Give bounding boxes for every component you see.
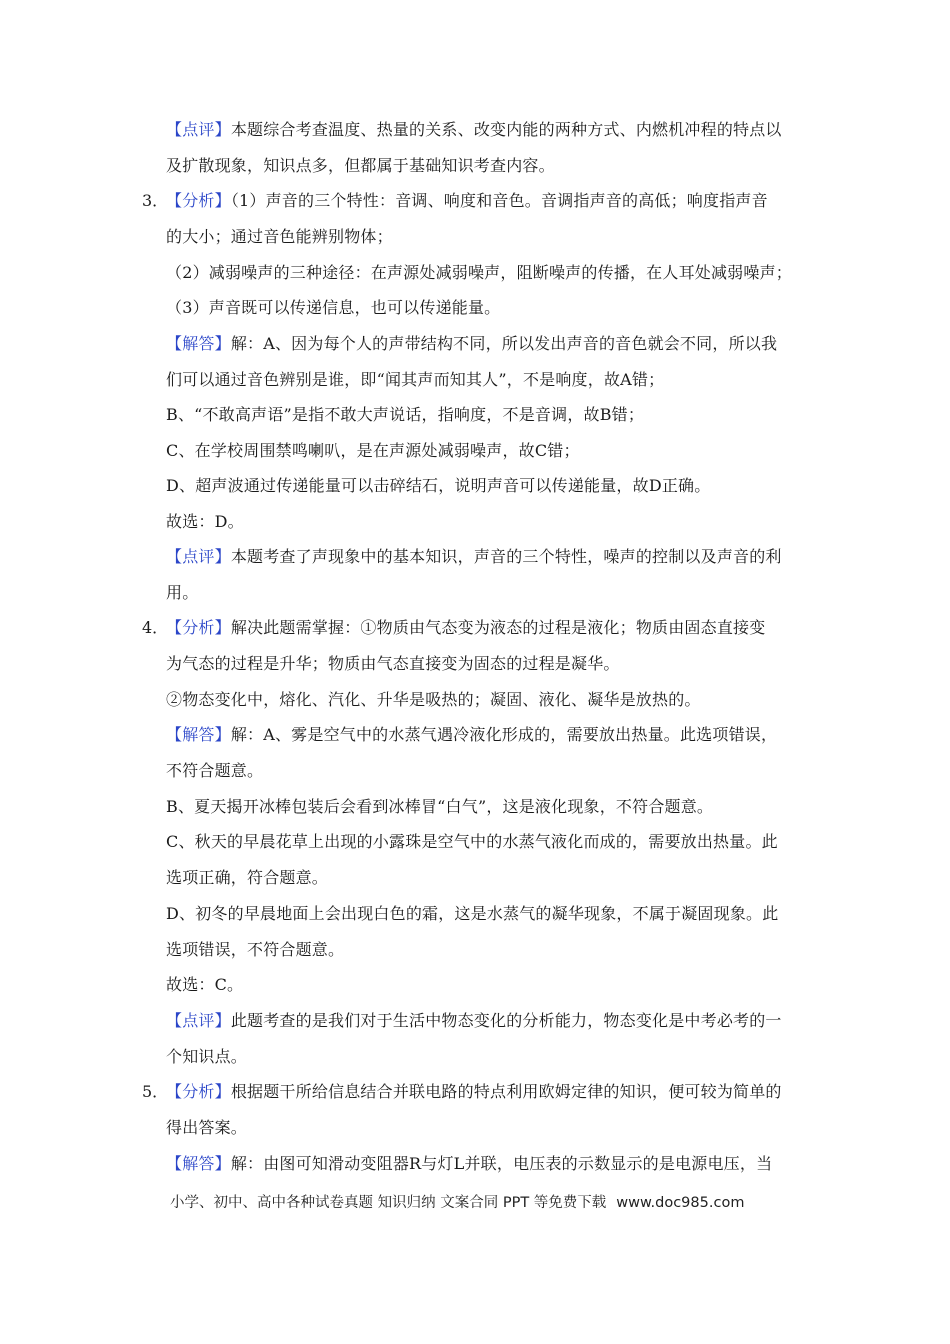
text-line: 个知识点。 (166, 1047, 248, 1066)
text-line: C、秋天的早晨花草上出现的小露珠是空气中的水蒸气液化而成的，需要放出热量。此 (166, 832, 778, 851)
comment-tag: 【点评】 (166, 547, 231, 566)
text-line: C、在学校周围禁鸣喇叭，是在声源处减弱噪声，故C错； (166, 441, 580, 460)
text-line: 不符合题意。 (166, 761, 264, 780)
page-footer (170, 1191, 744, 1212)
text-line: 用。 (166, 583, 199, 602)
text-line: 【解答】解：由图可知滑动变阻器R与灯L并联，电压表的示数显示的是电源电压，当 (166, 1154, 773, 1173)
text-line: 【分析】（1）声音的三个特性：音调、响度和音色。音调指声音的高低；响度指声音 (166, 191, 768, 210)
text-line: 的大小；通过音色能辨别物体； (166, 227, 393, 246)
text-line: D、超声波通过传递能量可以击碎结石，说明声音可以传递能量，故D正确。 (166, 476, 711, 495)
text-line: 们可以通过音色辨别是谁，即“闻其声而知其人”，不是响度，故A错； (166, 370, 665, 389)
text-line: 选项错误，不符合题意。 (166, 940, 345, 959)
analysis-tag: 【分析】 (166, 1082, 231, 1101)
comment-tag: 【点评】 (166, 120, 231, 139)
text-line: 得出答案。 (166, 1118, 248, 1137)
question-number: 3． (142, 191, 169, 210)
comment-tag: 【点评】 (166, 1011, 231, 1030)
footer-text: 小学、初中、高中各种试卷真题 知识归纳 文案合同 PPT 等免费下载 (170, 1195, 607, 1211)
text-line: 【解答】解：A、因为每个人的声带结构不同，所以发出声音的音色就会不同，所以我 (166, 334, 778, 353)
text-line: D、初冬的早晨地面上会出现白色的霜，这是水蒸气的凝华现象，不属于凝固现象。此 (166, 904, 779, 923)
text-line: 【点评】本题综合考查温度、热量的关系、改变内能的两种方式、内燃机冲程的特点以 (166, 120, 782, 139)
text-line: B、“不敢高声语”是指不敢大声说话，指响度，不是音调，故B错； (166, 405, 645, 424)
question-number: 5． (142, 1082, 169, 1101)
text-line: B、夏天揭开冰棒包装后会看到冰棒冒“白气”，这是液化现象，不符合题意。 (166, 797, 714, 816)
answer-tag: 【解答】 (166, 334, 231, 353)
footer-url[interactable]: www.doc985.com (616, 1195, 745, 1211)
text-line: 【点评】此题考查的是我们对于生活中物态变化的分析能力，物态变化是中考必考的一 (166, 1011, 782, 1030)
question-number: 4． (142, 618, 169, 637)
text-line: 故选：D。 (166, 512, 244, 531)
text-line: 及扩散现象，知识点多，但都属于基础知识考查内容。 (166, 156, 555, 175)
text-line: （3）声音既可以传递信息，也可以传递能量。 (166, 298, 501, 317)
text-line: 选项正确，符合题意。 (166, 868, 329, 887)
analysis-tag: 【分析】 (166, 618, 231, 637)
text-line: 【解答】解：A、雾是空气中的水蒸气遇冷液化形成的，需要放出热量。此选项错误， (166, 725, 778, 744)
text-line: 【分析】解决此题需掌握：①物质由气态变为液态的过程是液化；物质由固态直接变 (166, 618, 766, 637)
text-line: （2）减弱噪声的三种途径：在声源处减弱噪声，阻断噪声的传播，在人耳处减弱噪声； (166, 263, 792, 282)
text-line: ②物态变化中，熔化、汽化、升华是吸热的；凝固、液化、凝华是放热的。 (166, 690, 701, 709)
answer-tag: 【解答】 (166, 725, 231, 744)
answer-tag: 【解答】 (166, 1154, 231, 1173)
text-line: 【点评】本题考查了声现象中的基本知识，声音的三个特性，噪声的控制以及声音的利 (166, 547, 782, 566)
text-line: 【分析】根据题干所给信息结合并联电路的特点利用欧姆定律的知识，便可较为简单的 (166, 1082, 782, 1101)
analysis-tag: 【分析】 (166, 191, 231, 210)
text-line: 为气态的过程是升华；物质由气态直接变为固态的过程是凝华。 (166, 654, 620, 673)
text-line: 故选：C。 (166, 975, 244, 994)
